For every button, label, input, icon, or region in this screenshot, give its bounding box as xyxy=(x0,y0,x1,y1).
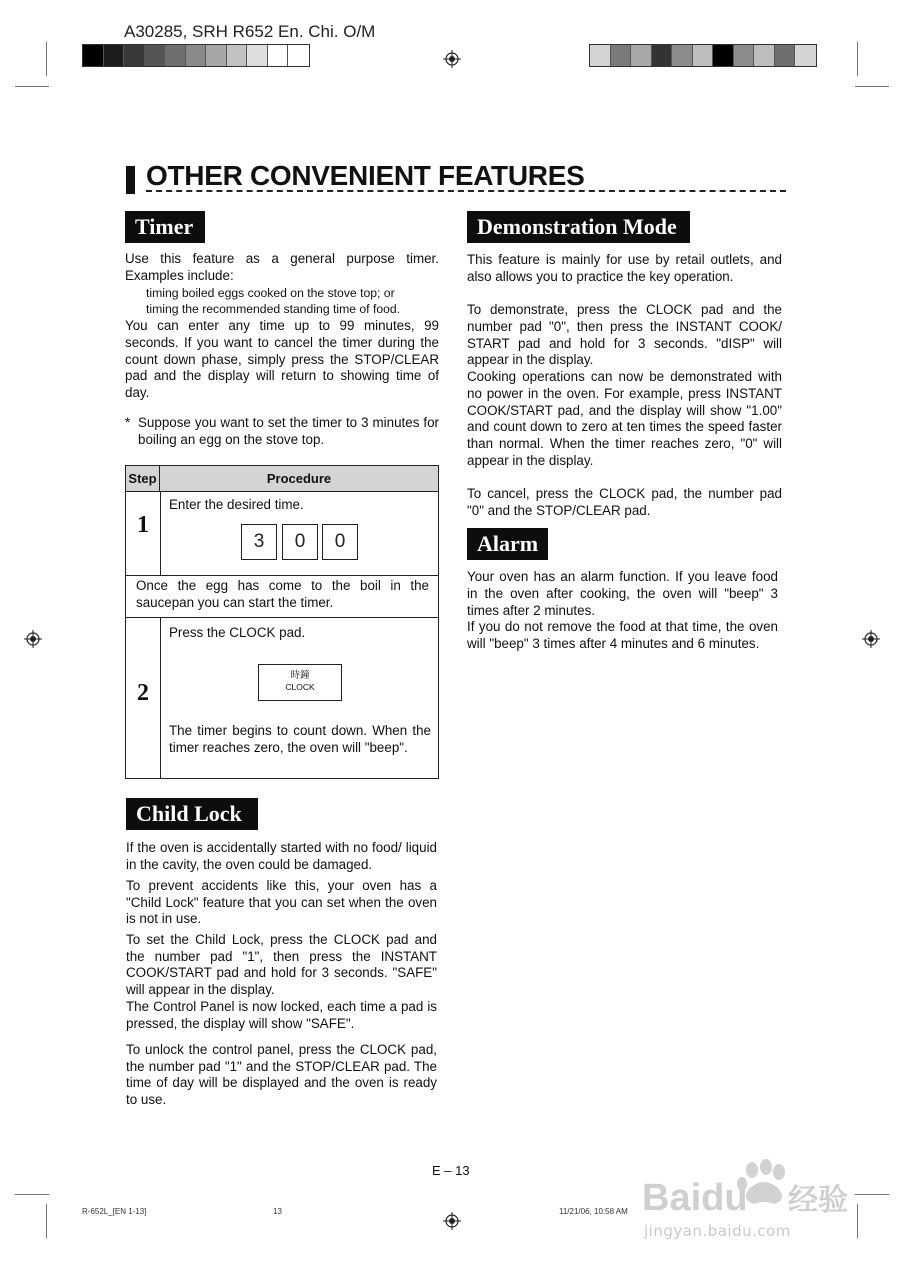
display-digit: 3 xyxy=(241,524,277,560)
print-job-title: A30285, SRH R652 En. Chi. O/M xyxy=(124,22,376,41)
step-1-text: Enter the desired time. xyxy=(169,497,304,512)
color-swatch xyxy=(734,45,755,66)
registration-mark-icon xyxy=(862,630,880,648)
demo-mode-p4: To cancel, press the CLOCK pad, the number pad "0" and the STOP/CLEAR pad. xyxy=(467,486,782,518)
timer-heading: Timer xyxy=(125,211,205,243)
alarm-p1: Your oven has an alarm function. If you leave food in the oven after cooking, the oven will "beep" 3 times after 2 minutes. xyxy=(467,569,778,618)
color-bar-right xyxy=(589,44,817,67)
color-swatch xyxy=(288,45,309,66)
child-lock-p3: To set the Child Lock, press the CLOCK pad and the number pad "1", then press the INSTANT COOK/START pad and hold for 3 seconds. "SAFE" will appear in the display. xyxy=(126,932,437,997)
color-swatch xyxy=(631,45,652,66)
color-swatch xyxy=(590,45,611,66)
step-1-number: 1 xyxy=(137,512,149,538)
color-swatch xyxy=(693,45,714,66)
step-2-text: Press the CLOCK pad. xyxy=(169,625,306,640)
color-swatch xyxy=(247,45,268,66)
demo-mode-p2: To demonstrate, press the CLOCK pad and the number pad "0", then press the INSTANT COOK/ START pad and hold for 3 seconds. "dISP" will appear in the display. xyxy=(467,302,782,368)
table-divider xyxy=(126,617,438,618)
timer-note: Suppose you want to set the timer to 3 minutes for boiling an egg on the stove top. xyxy=(138,415,439,447)
demo-mode-heading: Demonstration Mode xyxy=(467,211,690,243)
color-swatch xyxy=(795,45,816,66)
color-swatch xyxy=(775,45,796,66)
child-lock-p2: To prevent accidents like this, your oven has a "Child Lock" feature that you can set when the oven is not in use. xyxy=(126,878,437,927)
timer-example-1: timing boiled eggs cooked on the stove top; or xyxy=(146,286,395,300)
color-swatch xyxy=(206,45,227,66)
footer-file-name: R-652L_[EN 1-13] xyxy=(82,1207,147,1216)
color-swatch xyxy=(754,45,775,66)
demo-mode-p1: This feature is mainly for use by retail outlets, and also allows you to practice the key operation. xyxy=(467,252,782,284)
step-2-result: The timer begins to count down. When the timer reaches zero, the oven will "beep". xyxy=(169,723,431,755)
timer-example-2: timing the recommended standing time of food. xyxy=(146,302,401,316)
table-divider xyxy=(160,618,161,779)
step-2-number: 2 xyxy=(137,680,149,706)
registration-mark-icon xyxy=(443,50,461,68)
child-lock-heading: Child Lock xyxy=(126,798,258,830)
display-digit: 0 xyxy=(282,524,318,560)
registration-mark-icon xyxy=(443,1212,461,1230)
color-swatch xyxy=(165,45,186,66)
display-digit: 0 xyxy=(322,524,358,560)
registration-mark-icon xyxy=(24,630,42,648)
table-header-row xyxy=(126,466,438,492)
color-swatch xyxy=(652,45,673,66)
color-swatch xyxy=(104,45,125,66)
color-swatch xyxy=(145,45,166,66)
color-swatch xyxy=(672,45,693,66)
child-lock-p1: If the oven is accidentally started with no food/ liquid in the cavity, the oven could be damaged. xyxy=(126,840,437,872)
clock-pad-button xyxy=(258,664,342,701)
child-lock-p5: To unlock the control panel, press the CLOCK pad, the number pad "1" and the STOP/CLEAR pad. The time of day will be displayed and the oven is ready to use. xyxy=(126,1042,437,1107)
title-dashed-rule xyxy=(146,190,786,192)
demo-mode-p3: Cooking operations can now be demonstrated with no power in the oven. For example, press INSTANT COOK/START pad, and the display will show "1.00" and count down to zero at ten times the speed faster than normal. When the timer reaches zero, "0" will appear in the display. xyxy=(467,369,782,468)
footer-timestamp: 11/21/06, 10:58 AM xyxy=(559,1207,628,1216)
color-swatch xyxy=(124,45,145,66)
clock-pad-label-zh: 時鐘 xyxy=(290,670,310,681)
color-swatch xyxy=(83,45,104,66)
color-swatch xyxy=(186,45,207,66)
timer-body: You can enter any time up to 99 minutes, 99 seconds. If you want to cancel the timer during the count down phase, simply press the STOP/CLEAR pad and the display will return to showing time of day. xyxy=(125,318,439,401)
alarm-p2: If you do not remove the food at that time, the oven will "beep" 3 times after 4 minutes and 6 minutes. xyxy=(467,619,778,651)
table-divider xyxy=(126,575,438,576)
table-header-procedure: Procedure xyxy=(266,471,332,486)
watermark-url: jingyan.baidu.com xyxy=(644,1222,791,1240)
color-bar-left xyxy=(82,44,310,67)
page-title: OTHER CONVENIENT FEATURES xyxy=(146,160,585,191)
between-steps-text: Once the egg has come to the boil in the saucepan you can start the timer. xyxy=(136,578,429,610)
child-lock-p4: The Control Panel is now locked, each time a pad is pressed, the display will show "SAFE". xyxy=(126,999,437,1031)
footer-sheet-number: 13 xyxy=(273,1207,282,1216)
table-header-step: Step xyxy=(126,466,160,492)
alarm-heading: Alarm xyxy=(467,528,548,560)
color-swatch xyxy=(713,45,734,66)
page-number: E – 13 xyxy=(432,1163,470,1178)
clock-pad-label-en: CLOCK xyxy=(285,682,315,692)
watermark-brand: Baidu xyxy=(642,1177,748,1219)
color-swatch xyxy=(227,45,248,66)
title-bar-accent xyxy=(126,166,135,194)
color-swatch xyxy=(268,45,289,66)
watermark-brand-cn: 经验 xyxy=(788,1183,848,1218)
timer-note-marker: * xyxy=(125,415,131,430)
table-divider xyxy=(160,492,161,576)
color-swatch xyxy=(611,45,632,66)
timer-intro: Use this feature as a general purpose timer. Examples include: xyxy=(125,251,439,283)
